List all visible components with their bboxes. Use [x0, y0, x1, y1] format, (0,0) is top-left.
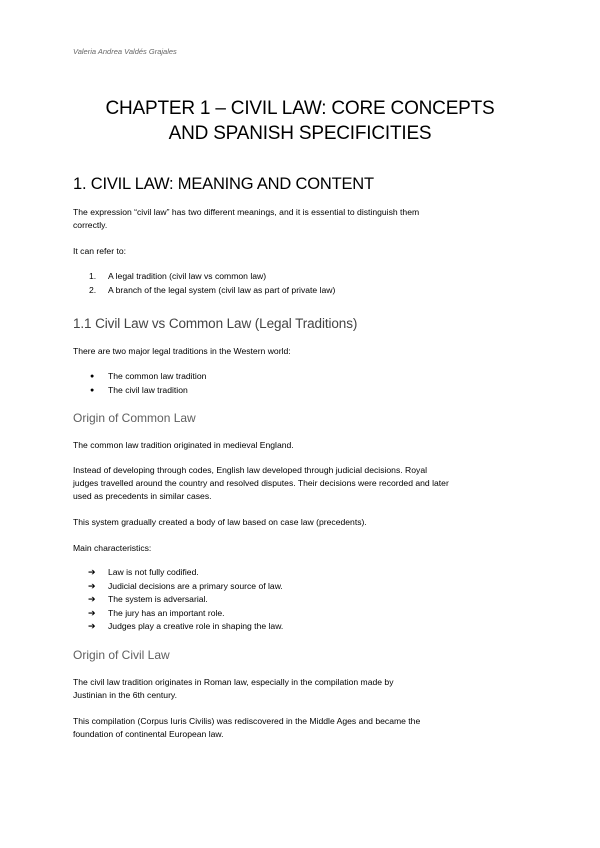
section-1-heading: 1. CIVIL LAW: MEANING AND CONTENT	[73, 175, 374, 193]
meanings-list	[0, 270, 335, 297]
characteristics-list	[0, 566, 283, 634]
paragraph-line: The civil law tradition originates in Roman law, especially in the compilation made by	[73, 677, 394, 687]
common-law-paragraph-3: This system gradually created a body of law based on case law (precedents).	[73, 517, 367, 527]
list-marker: 1.	[89, 271, 97, 281]
list-item	[0, 384, 206, 398]
chapter-title-line-2: AND SPANISH SPECIFICITIES	[168, 123, 432, 144]
list-item-text: The jury has an important role.	[108, 607, 225, 618]
origin-civil-law-heading: Origin of Civil Law	[73, 648, 170, 662]
list-item-text: Law is not fully codified.	[108, 567, 199, 577]
list-marker: 2.	[89, 284, 97, 295]
section-1-paragraph-2: It can refer to:	[73, 246, 127, 256]
list-item	[0, 620, 283, 634]
civil-law-paragraph-2	[73, 715, 518, 741]
paragraph-line: Instead of developing through codes, English law developed through judicial decisions. Royal	[73, 465, 428, 475]
section-1-1-heading: 1.1 Civil Law vs Common Law (Legal Traditions)	[73, 316, 358, 331]
list-item	[0, 284, 335, 298]
arrow-right-icon: ➔	[88, 567, 96, 577]
arrow-right-icon: ➔	[88, 621, 96, 631]
civil-law-paragraph-1	[73, 676, 518, 702]
chapter-title	[40, 96, 560, 146]
list-item-text: Judges play a creative role in shaping the law.	[108, 621, 284, 631]
paragraph-line: The expression “civil law” has two different meanings, and it is essential to distinguish them	[73, 207, 420, 217]
list-item	[0, 580, 283, 594]
paragraph-line: judges travelled around the country and resolved disputes. Their decisions were recorded and later	[73, 478, 449, 488]
list-item	[0, 593, 283, 607]
section-1-1-paragraph: There are two major legal traditions in the Western world:	[73, 346, 291, 356]
paragraph-line: correctly.	[73, 220, 108, 230]
arrow-right-icon: ➔	[88, 580, 96, 591]
list-item-text: The system is adversarial.	[108, 594, 208, 604]
arrow-right-icon: ➔	[88, 607, 96, 618]
bullet-icon: ●	[90, 386, 95, 394]
author-name: Valeria Andrea Valdés Grajales	[73, 47, 177, 56]
common-law-paragraph-2	[73, 464, 518, 503]
list-item	[0, 270, 335, 284]
common-law-paragraph-1: The common law tradition originated in medieval England.	[73, 440, 294, 450]
list-item-text: The common law tradition	[108, 371, 207, 381]
common-law-paragraph-4: Main characteristics:	[73, 543, 152, 553]
paragraph-line: used as precedents in similar cases.	[73, 491, 212, 501]
list-item-text: A legal tradition (civil law vs common law)	[108, 271, 267, 281]
list-item-text: The civil law tradition	[108, 384, 188, 395]
list-item	[0, 607, 283, 621]
list-item	[0, 566, 283, 580]
arrow-right-icon: ➔	[88, 594, 96, 604]
list-item	[0, 370, 206, 384]
chapter-title-line-1: CHAPTER 1 – CIVIL LAW: CORE CONCEPTS	[105, 98, 495, 119]
traditions-list	[0, 370, 206, 397]
list-item-text: Judicial decisions are a primary source of law.	[108, 580, 283, 591]
section-1-paragraph-1	[73, 206, 518, 232]
paragraph-line: This compilation (Corpus Iuris Civilis) was rediscovered in the Middle Ages and became the	[73, 716, 421, 726]
origin-common-law-heading: Origin of Common Law	[73, 411, 196, 425]
list-item-text: A branch of the legal system (civil law as part of private law)	[108, 284, 336, 295]
paragraph-line: foundation of continental European law.	[73, 729, 224, 739]
bullet-icon: ●	[90, 373, 95, 380]
paragraph-line: Justinian in the 6th century.	[73, 690, 177, 700]
